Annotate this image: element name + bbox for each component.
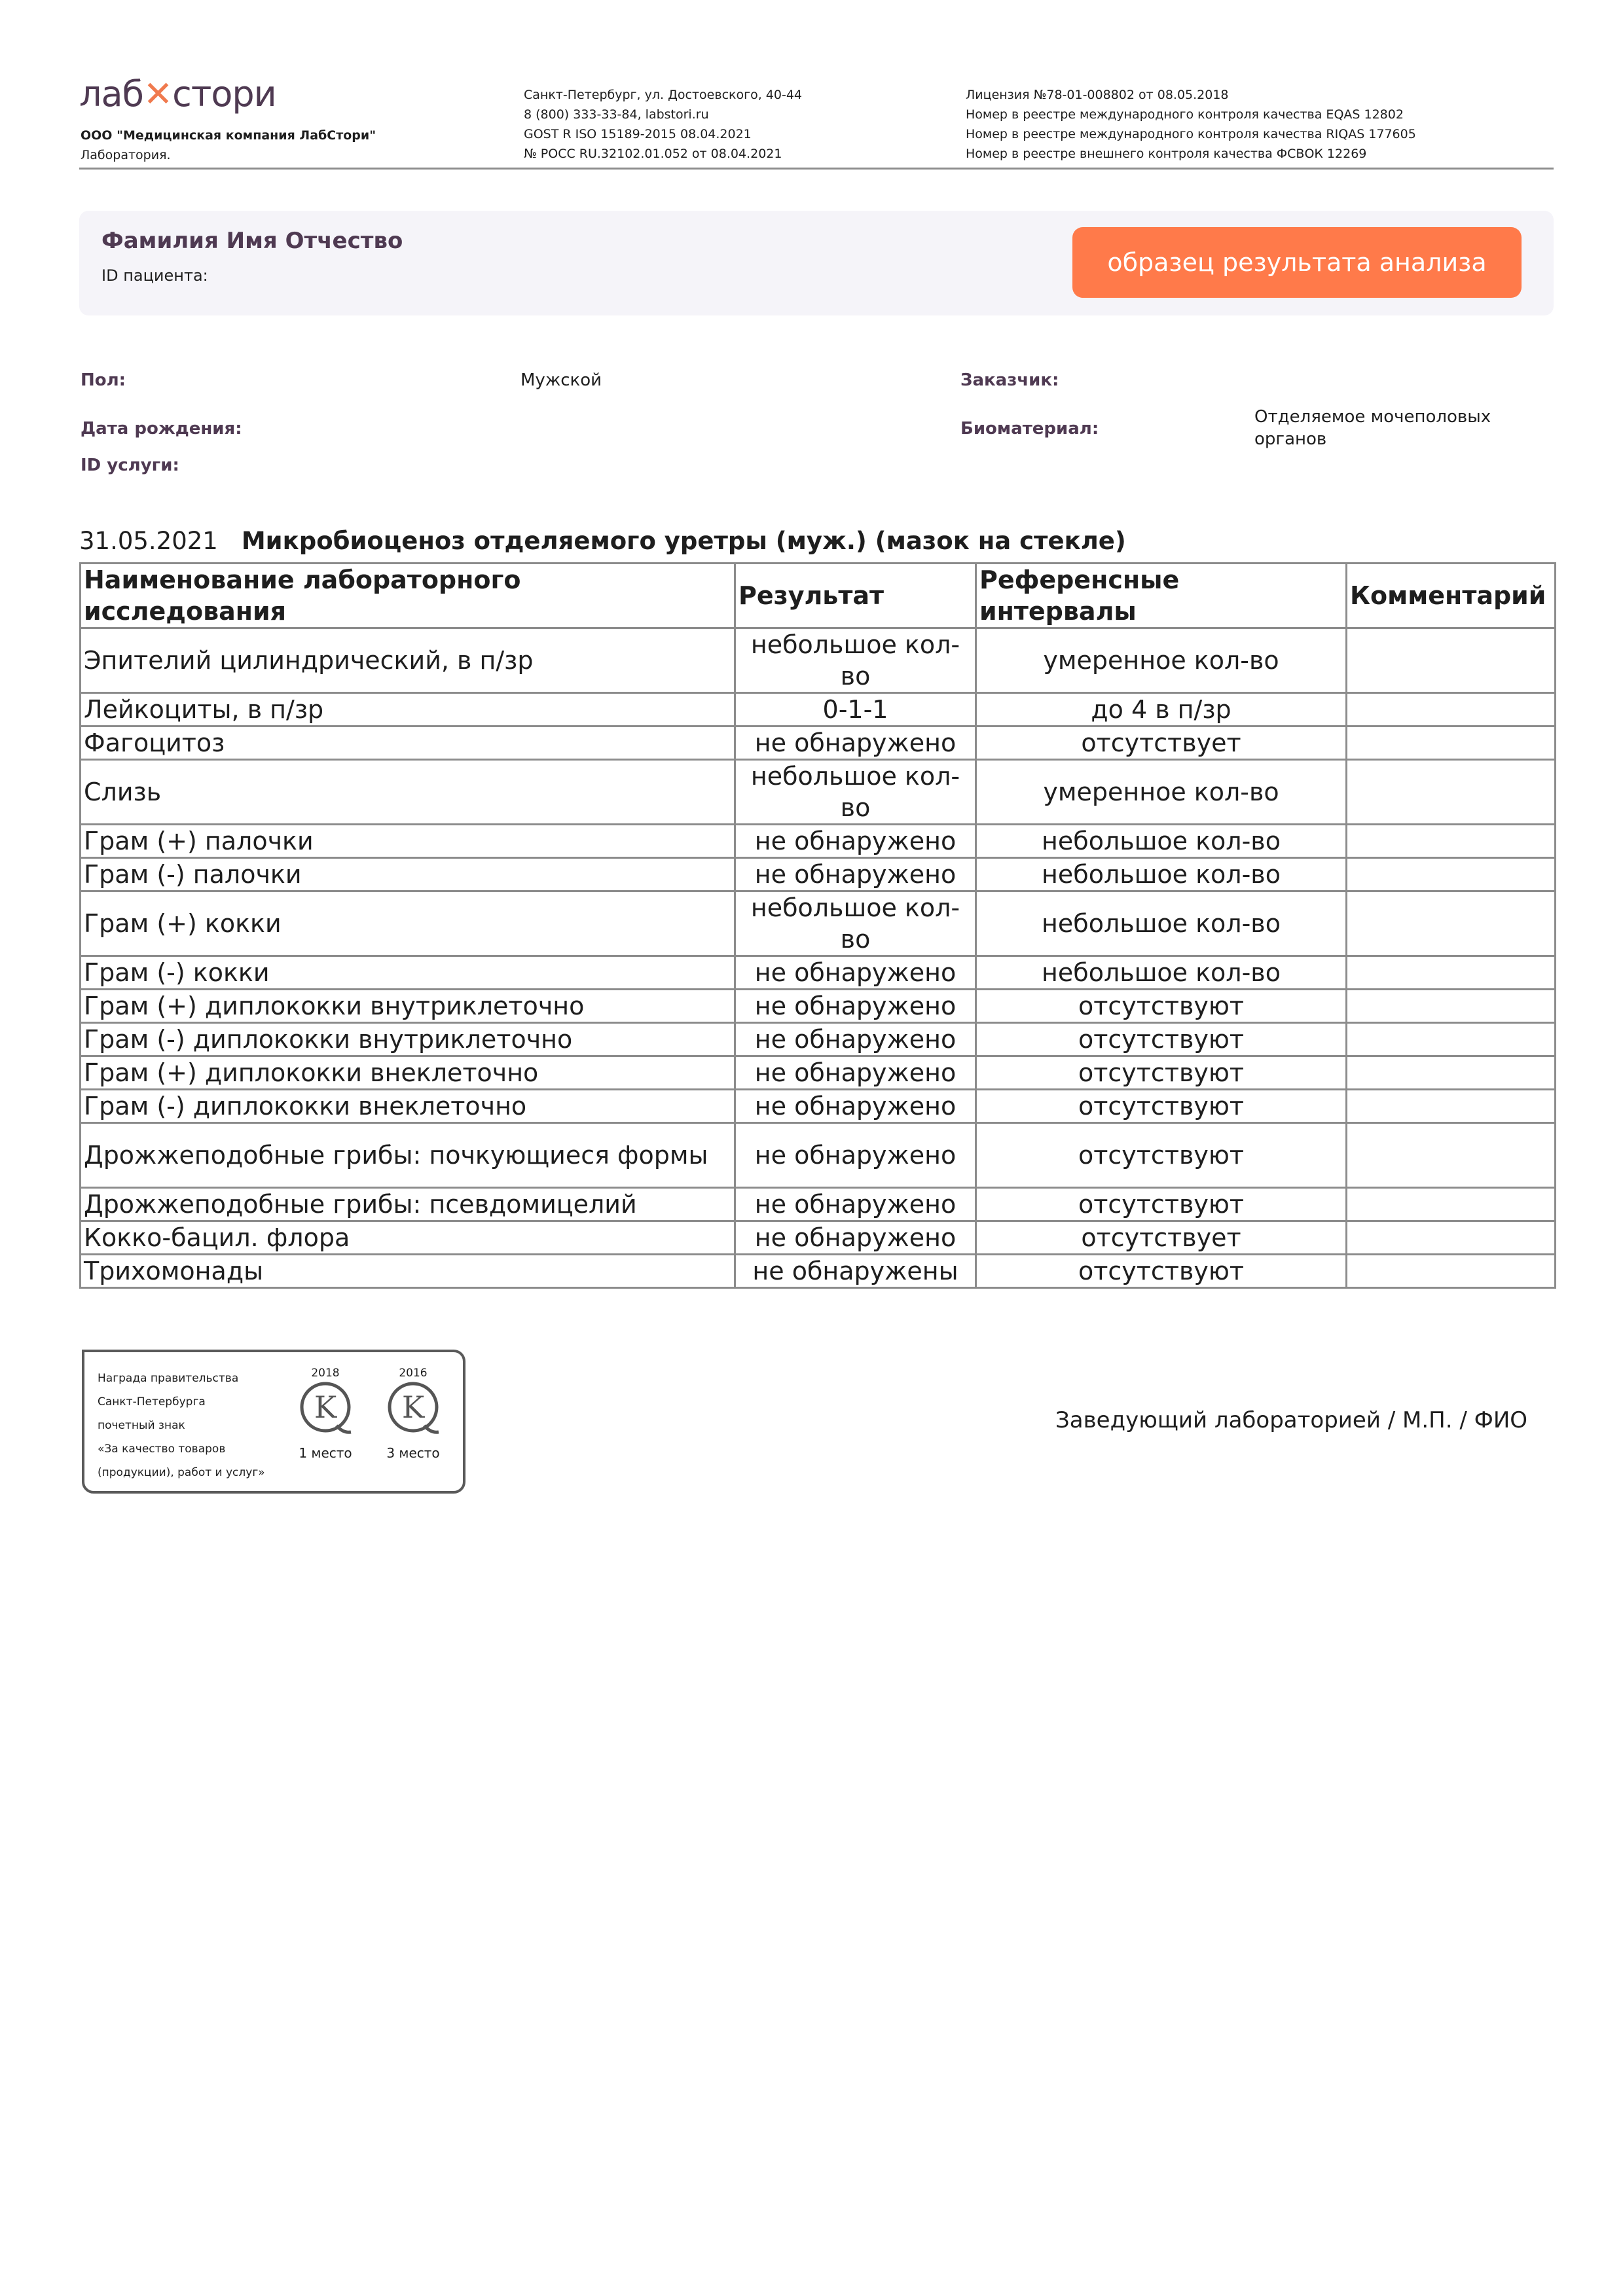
comment-cell (1347, 858, 1556, 891)
lab-address-block (524, 85, 802, 164)
test-date: 31.05.2021 (79, 527, 218, 555)
result-cell: небольшое кол-во (735, 760, 976, 825)
test-name-cell: Кокко-бацил. флора (81, 1221, 735, 1255)
quality-mark-icon (296, 1380, 355, 1439)
contacts-line: 8 (800) 333-33-84, labstori.ru (524, 107, 709, 122)
reference-cell: отсутствуют (976, 1188, 1347, 1221)
reference-cell: умеренное кол-во (976, 760, 1347, 825)
test-name-cell: Эпителий цилиндрический, в п/зр (81, 628, 735, 693)
reference-cell: небольшое кол-во (976, 858, 1347, 891)
table-row (81, 1255, 1556, 1288)
biomaterial-value: Отделяемое мочеполовых органов (1254, 407, 1491, 449)
table-row (81, 956, 1556, 990)
table-row (81, 990, 1556, 1023)
comment-cell (1347, 1255, 1556, 1288)
reference-cell: небольшое кол-во (976, 891, 1347, 956)
reference-cell: отсутствуют (976, 1023, 1347, 1056)
service-id-label: ID услуги: (81, 456, 179, 475)
medal-year: 2018 (311, 1367, 340, 1380)
test-name-cell: Грам (-) диплококки внутриклеточно (81, 1023, 735, 1056)
comment-cell (1347, 1090, 1556, 1123)
company-name: ООО "Медицинская компания ЛабСтори" (81, 128, 376, 143)
table-row (81, 1023, 1556, 1056)
award-medal (380, 1367, 446, 1461)
table-row (81, 628, 1556, 693)
medal-year: 2016 (399, 1367, 428, 1380)
table-row (81, 1056, 1556, 1090)
biomaterial-label: Биоматериал: (960, 419, 1099, 439)
logo-mark-icon: ✕ (143, 73, 173, 115)
test-heading (79, 527, 1126, 555)
gost-line: GOST R ISO 15189-2015 08.04.2021 (524, 127, 752, 141)
sample-stamp-badge: образец результата анализа (1072, 227, 1522, 298)
comment-cell (1347, 693, 1556, 726)
table-row (81, 1188, 1556, 1221)
table-row (81, 1090, 1556, 1123)
reference-cell: отсутствуют (976, 1056, 1347, 1090)
test-name-cell: Грам (-) диплококки внеклеточно (81, 1090, 735, 1123)
eqas-line: Номер в реестре международного контроля качества EQAS 12802 (966, 107, 1404, 122)
quality-award-badge (82, 1350, 465, 1494)
riqas-line: Номер в реестре международного контроля качества RIQAS 177605 (966, 127, 1416, 141)
test-name-cell: Грам (-) кокки (81, 956, 735, 990)
column-header-result: Результат (735, 564, 976, 628)
result-cell: не обнаружено (735, 956, 976, 990)
table-row (81, 693, 1556, 726)
result-cell: не обнаружено (735, 1023, 976, 1056)
reference-cell: отсутствуют (976, 1255, 1347, 1288)
result-cell: не обнаружено (735, 1090, 976, 1123)
company-type: Лаборатория. (81, 148, 171, 162)
column-header-reference: Референсные интервалы (976, 564, 1347, 628)
results-table (79, 562, 1556, 1289)
result-cell: небольшое кол-во (735, 628, 976, 693)
result-cell: не обнаружено (735, 726, 976, 760)
comment-cell (1347, 990, 1556, 1023)
header-divider (79, 168, 1554, 170)
result-cell: не обнаружены (735, 1255, 976, 1288)
result-cell: не обнаружено (735, 858, 976, 891)
test-name-cell: Грам (+) палочки (81, 825, 735, 858)
comment-cell (1347, 956, 1556, 990)
medal-place: 1 место (299, 1445, 352, 1461)
svg-text:K: K (401, 1390, 425, 1425)
result-cell: не обнаружено (735, 1221, 976, 1255)
test-name-cell: Грам (+) диплококки внутриклеточно (81, 990, 735, 1023)
test-name-cell: Грам (+) диплококки внеклеточно (81, 1056, 735, 1090)
patient-name: Фамилия Имя Отчество (101, 228, 403, 254)
reference-cell: до 4 в п/зр (976, 693, 1347, 726)
birth-date-label: Дата рождения: (81, 419, 242, 439)
award-medal (293, 1367, 358, 1461)
comment-cell (1347, 891, 1556, 956)
test-name-cell: Дрожжеподобные грибы: почкующиеся формы (81, 1123, 735, 1188)
reference-cell: отсутствуют (976, 990, 1347, 1023)
test-name-cell: Трихомонады (81, 1255, 735, 1288)
comment-cell (1347, 760, 1556, 825)
result-cell: небольшое кол-во (735, 891, 976, 956)
customer-label: Заказчик: (960, 370, 1059, 390)
quality-mark-icon (384, 1380, 443, 1439)
reference-cell: отсутствуют (976, 1123, 1347, 1188)
reference-cell: умеренное кол-во (976, 628, 1347, 693)
license-line: Лицензия №78-01-008802 от 08.05.2018 (966, 88, 1229, 102)
test-name-cell: Грам (-) палочки (81, 858, 735, 891)
result-cell: не обнаружено (735, 1123, 976, 1188)
reference-cell: отсутствуют (976, 1090, 1347, 1123)
result-cell: не обнаружено (735, 1188, 976, 1221)
comment-cell (1347, 825, 1556, 858)
medal-place: 3 место (386, 1445, 440, 1461)
labstori-logo: лаб✕стори (79, 73, 276, 115)
license-block (966, 85, 1416, 164)
reference-cell: отсутствует (976, 1221, 1347, 1255)
test-name: Микробиоценоз отделяемого уретры (муж.) (мазок на стекле) (241, 527, 1126, 555)
comment-cell (1347, 1023, 1556, 1056)
patient-id-label: ID пациента: (101, 266, 208, 285)
reference-cell: небольшое кол-во (976, 825, 1347, 858)
award-text: Награда правительства Санкт-Петербурга почетный знак «За качество товаров (продукции), работ и услуг» (98, 1372, 265, 1479)
comment-cell (1347, 628, 1556, 693)
result-cell: 0-1-1 (735, 693, 976, 726)
table-row (81, 858, 1556, 891)
svg-text:K: K (314, 1390, 337, 1425)
test-name-cell: Фагоцитоз (81, 726, 735, 760)
sex-value: Мужской (520, 370, 602, 390)
reference-cell: небольшое кол-во (976, 956, 1347, 990)
result-cell: не обнаружено (735, 825, 976, 858)
fsvok-line: Номер в реестре внешнего контроля качества ФСВОК 12269 (966, 147, 1367, 161)
column-header-test: Наименование лабораторного исследования (81, 564, 735, 628)
test-name-cell: Слизь (81, 760, 735, 825)
table-row (81, 760, 1556, 825)
table-row (81, 1123, 1556, 1188)
comment-cell (1347, 1123, 1556, 1188)
table-row (81, 1221, 1556, 1255)
signature-line: Заведующий лабораторией / М.П. / ФИО (1055, 1407, 1528, 1433)
test-name-cell: Дрожжеподобные грибы: псевдомицелий (81, 1188, 735, 1221)
comment-cell (1347, 1188, 1556, 1221)
patient-card (79, 211, 1554, 315)
test-name-cell: Лейкоциты, в п/зр (81, 693, 735, 726)
comment-cell (1347, 1056, 1556, 1090)
column-header-comment: Комментарий (1347, 564, 1556, 628)
certificate-line: № РОСС RU.32102.01.052 от 08.04.2021 (524, 147, 782, 161)
table-row (81, 825, 1556, 858)
comment-cell (1347, 1221, 1556, 1255)
table-header-row (81, 564, 1556, 628)
reference-cell: отсутствует (976, 726, 1347, 760)
table-row (81, 726, 1556, 760)
address-line: Санкт-Петербург, ул. Достоевского, 40-44 (524, 88, 803, 102)
test-name-cell: Грам (+) кокки (81, 891, 735, 956)
result-cell: не обнаружено (735, 990, 976, 1023)
sex-label: Пол: (81, 370, 126, 390)
result-cell: не обнаружено (735, 1056, 976, 1090)
table-row (81, 891, 1556, 956)
comment-cell (1347, 726, 1556, 760)
